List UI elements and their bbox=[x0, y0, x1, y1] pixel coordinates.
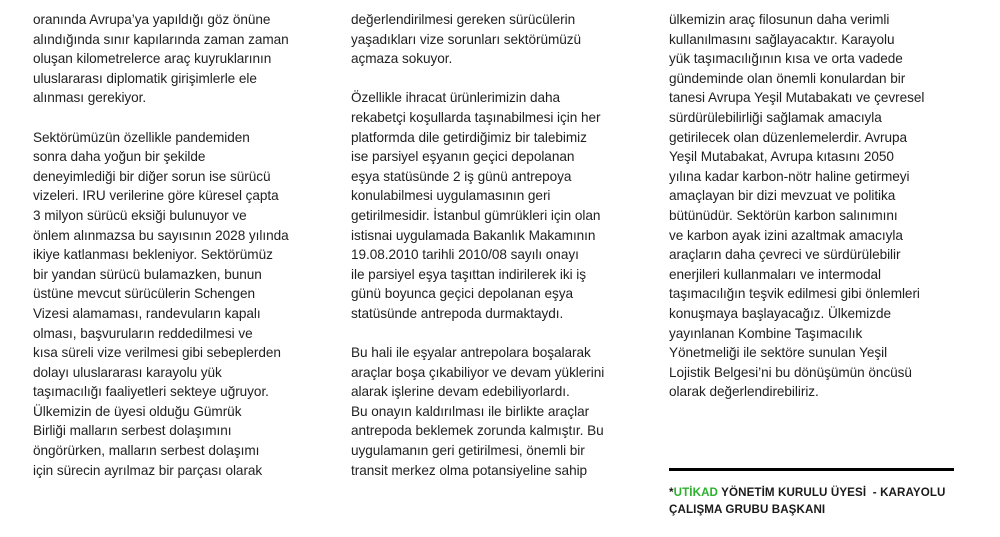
text-line: bir yandan sürücü bulamazken, bunun bbox=[33, 266, 262, 282]
text-line: yaşadıkları vize sorunları sektörümüzü bbox=[351, 31, 582, 47]
text-line: günü boyunca geçici depolanan eşya bbox=[351, 286, 574, 302]
author-byline bbox=[669, 484, 969, 518]
text-line: rekabetçi koşullarda taşınabilmesi için her bbox=[351, 109, 601, 125]
text-line: istisnai uygulamada Bakanlık Makamının bbox=[351, 227, 596, 243]
paragraph-gap bbox=[33, 108, 333, 128]
text-line: konuşmaya başlayacağız. Ülkemizde bbox=[669, 305, 891, 321]
text-line: bütünüdür. Sektörün karbon salınımını bbox=[669, 207, 898, 223]
text-line: eşya statüsünde 2 iş günü antrepoya bbox=[351, 168, 572, 184]
text-line: dolayı uluslararası karayolu yük bbox=[33, 364, 222, 380]
text-line: Yeşil Mutabakat, Avrupa kıtasını 2050 bbox=[669, 149, 894, 165]
byline-divider bbox=[669, 468, 954, 471]
text-line: Özellikle ihracat ürünlerimizin daha bbox=[351, 90, 560, 106]
text-line: olması, başvuruların reddedilmesi ve bbox=[33, 325, 253, 341]
byline-asterisk: * bbox=[669, 486, 674, 499]
text-line: yayınlanan Kombine Taşımacılık bbox=[669, 325, 863, 341]
text-line: üstüne mevcut sürücülerin Schengen bbox=[33, 286, 255, 302]
text-line: Vizesi alamaması, randevuların kapalı bbox=[33, 305, 261, 321]
text-line: yılına kadar karbon-nötr haline getirmeyi bbox=[669, 168, 910, 184]
text-line: oluşan kilometrelerce araç kuyruklarının bbox=[33, 51, 272, 67]
text-line: Yönetmeliği ile sektöre sunulan Yeşil bbox=[669, 345, 888, 361]
byline-organization: UTİKAD bbox=[673, 486, 719, 499]
text-line: ile parsiyel eşya taşıttan indirilerek iki iş bbox=[351, 266, 586, 282]
text-line: 19.08.2010 tarihli 2010/08 sayılı onayı bbox=[351, 247, 579, 263]
text-line: öngörürken, malların serbest dolaşımı bbox=[33, 443, 260, 459]
text-line: Bu hali ile eşyalar antrepolara boşalarak bbox=[351, 345, 591, 361]
text-line: antrepoda beklemek zorunda kalmıştır. Bu bbox=[351, 423, 604, 439]
text-line: önlem alınmazsa bu sayısının 2028 yılında bbox=[33, 227, 289, 243]
article-paragraph bbox=[351, 10, 651, 69]
article-column-1 bbox=[33, 10, 333, 480]
text-line: araçlar boşa çıkabiliyor ve devam yüklerini bbox=[351, 364, 605, 380]
text-line: ve karbon ayak izini azaltmak amacıyla bbox=[669, 227, 903, 243]
article-paragraph bbox=[351, 343, 651, 480]
text-line: sonra daha yoğun bir şekilde bbox=[33, 149, 206, 165]
text-line: olarak değerlendirebiliriz. bbox=[669, 384, 819, 400]
text-line: tanesi Avrupa Yeşil Mutabakatı ve çevresel bbox=[669, 90, 925, 106]
text-line: Bu onayın kaldırılması ile birlikte araçlar bbox=[351, 403, 590, 419]
text-line: platformda dile getirdiğimiz bir talebimiz bbox=[351, 129, 587, 145]
text-line: alındığında sınır kapılarında zaman zaman bbox=[33, 31, 289, 47]
text-line: transit merkez olma potansiyeline sahip bbox=[351, 462, 588, 478]
text-line: konulabilmesi uygulamasının geri bbox=[351, 188, 551, 204]
text-line: yük taşımacılığının kısa ve orta vadede bbox=[669, 51, 903, 67]
paragraph-gap bbox=[351, 69, 651, 89]
text-line: vizeleri. IRU verilerine göre küresel çapta bbox=[33, 188, 279, 204]
text-line: değerlendirilmesi gereken sürücülerin bbox=[351, 12, 576, 27]
byline-line-2: ÇALIŞMA GRUBU BAŞKANI bbox=[669, 503, 826, 516]
article-paragraph bbox=[33, 10, 333, 108]
article-paragraph bbox=[351, 88, 651, 323]
text-line: sürdürülebilirliği sağlamak amacıyla bbox=[669, 109, 882, 125]
article-paragraph bbox=[33, 128, 333, 481]
text-line: uygulamanın geri getirilmesi, önemli bir bbox=[351, 443, 585, 459]
text-line: ikiye katlanması bekleniyor. Sektörümüz bbox=[33, 247, 273, 263]
text-line: taşımacılığı faaliyetleri sekteye uğruyor. bbox=[33, 384, 269, 400]
text-line: enerjileri kullanmaları ve intermodal bbox=[669, 266, 881, 282]
text-line: ise parsiyel eşyanın geçici depolanan bbox=[351, 149, 575, 165]
text-line: gündeminde olan önemli konulardan bir bbox=[669, 70, 906, 86]
text-line: Birliği malların serbest dolaşımını bbox=[33, 423, 232, 439]
paragraph-gap bbox=[351, 324, 651, 344]
article-paragraph bbox=[669, 10, 969, 402]
byline-role: YÖNETİM KURULU ÜYESİ - KARAYOLU bbox=[718, 486, 946, 499]
text-line: deneyimlediği bir diğer sorun ise sürücü bbox=[33, 168, 271, 184]
text-line: Sektörümüzün özellikle pandemiden bbox=[33, 129, 250, 145]
text-line: oranında Avrupa’ya yapıldığı göz önüne bbox=[33, 12, 271, 27]
text-line: 3 milyon sürücü eksiği bulunuyor ve bbox=[33, 207, 247, 223]
text-line: uluslararası diplomatik girişimlerle ele bbox=[33, 70, 257, 86]
text-line: getirilecek olan düzenlemelerdir. Avrupa bbox=[669, 129, 908, 145]
text-line: Lojistik Belgesi’ni bu dönüşümün öncüsü bbox=[669, 364, 912, 380]
article-column-3 bbox=[669, 10, 969, 402]
text-line: getirilmesidir. İstanbul gümrükleri için olan bbox=[351, 207, 601, 223]
text-line: alınması gerekiyor. bbox=[33, 90, 147, 106]
text-line: Ülkemizin de üyesi olduğu Gümrük bbox=[33, 403, 242, 419]
text-line: araçların daha çevreci ve sürdürülebilir bbox=[669, 247, 901, 263]
text-line: alarak işlerine devam edebiliyorlardı. bbox=[351, 384, 570, 400]
text-line: taşımacılığın teşvik edilmesi gibi önlemleri bbox=[669, 286, 920, 302]
text-line: açmaza sokuyor. bbox=[351, 51, 453, 67]
text-line: amaçlayan bir dizi mevzuat ve politika bbox=[669, 188, 896, 204]
text-line: için sürecin ayrılmaz bir parçası olarak bbox=[33, 462, 263, 478]
text-line: ülkemizin araç filosunun daha verimli bbox=[669, 12, 890, 27]
byline-line-1 bbox=[669, 484, 969, 501]
text-line: statüsünde antrepoda durmaktaydı. bbox=[351, 305, 564, 321]
text-line: kullanılmasını sağlayacaktır. Karayolu bbox=[669, 31, 895, 47]
article-column-2 bbox=[351, 10, 651, 480]
text-line: kısa süreli vize verilmesi gibi sebeplerden bbox=[33, 345, 281, 361]
